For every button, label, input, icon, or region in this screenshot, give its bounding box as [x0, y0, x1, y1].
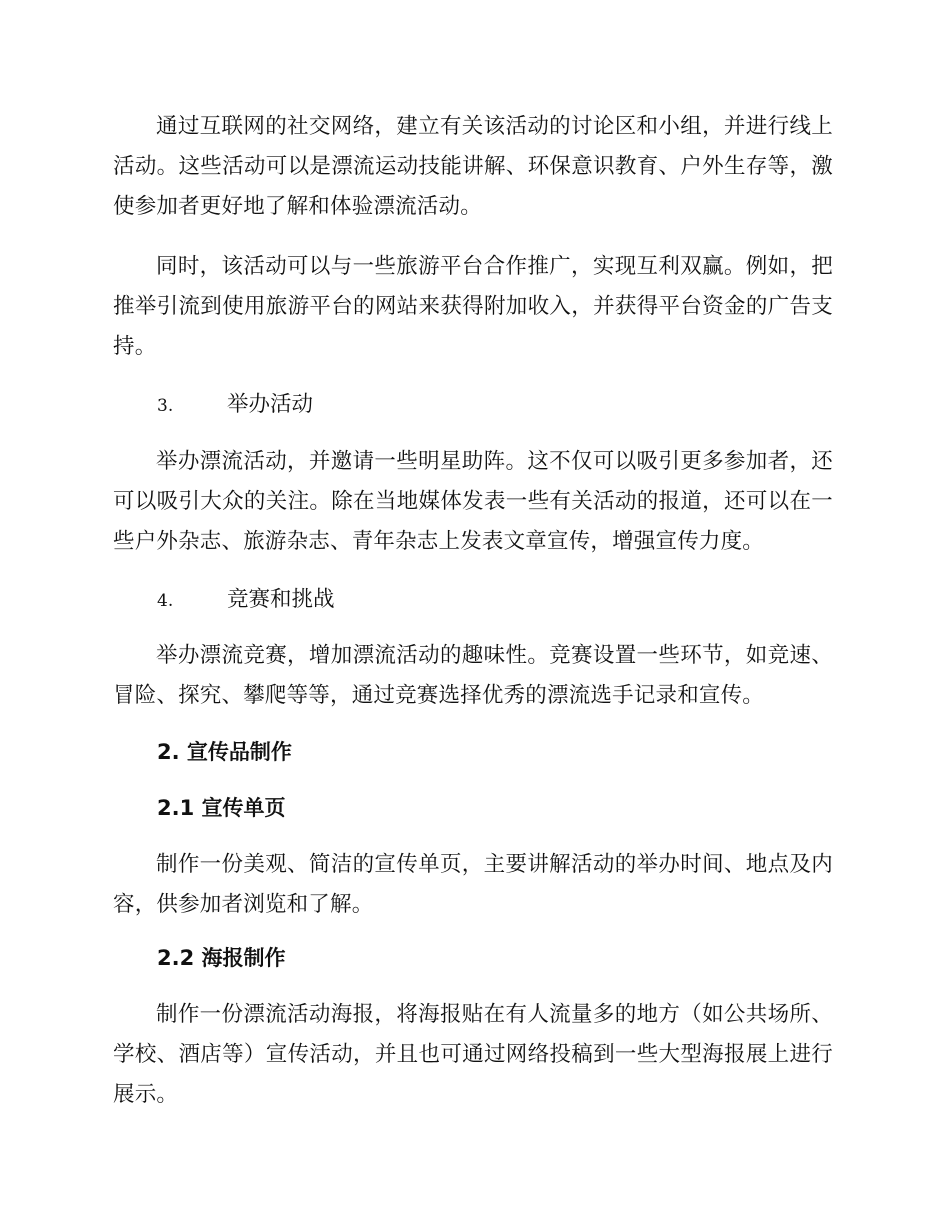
- list-item-hold-activity: [157, 385, 313, 426]
- list-item-number: 4.: [157, 591, 174, 611]
- list-item-number: 3.: [157, 396, 174, 416]
- paragraph-poster: 制作一份漂流活动海报，将海报贴在有人流量多的地方（如公共场所、学校、酒店等）宣传活动，并且也可通过网络投稿到一些大型海报展上进行展示。: [113, 1002, 833, 1107]
- heading-section-2-2: 2.2 海报制作: [157, 946, 286, 970]
- heading-section-2: 2. 宣传品制作: [157, 740, 292, 764]
- list-item-competition: [157, 580, 335, 621]
- paragraph-online-activities: 通过互联网的社交网络，建立有关该活动的讨论区和小组，并进行线上活动。这些活动可以是漂流运动技能讲解、环保意识教育、户外生存等，激使参加者更好地了解和体验漂流活动。: [113, 114, 833, 219]
- paragraph-competition: 举办漂流竞赛，增加漂流活动的趣味性。竞赛设置一些环节，如竞速、冒险、探究、攀爬等等，通过竞赛选择优秀的漂流选手记录和宣传。: [113, 643, 833, 708]
- heading-section-2-1: 2.1 宣传单页: [157, 796, 286, 820]
- paragraph-flyer: 制作一份美观、简洁的宣传单页，主要讲解活动的举办时间、地点及内容，供参加者浏览和了解。: [113, 852, 833, 917]
- list-item-title: 竞赛和挑战: [227, 587, 335, 612]
- paragraph-hold-activity: 举办漂流活动，并邀请一些明星助阵。这不仅可以吸引更多参加者，还可以吸引大众的关注。除在当地媒体发表一些有关活动的报道，还可以在一些户外杂志、旅游杂志、青年杂志上发表文章宣传，增强宣传力度。: [113, 449, 833, 554]
- paragraph-travel-platform: 同时，该活动可以与一些旅游平台合作推广，实现互利双赢。例如，把推举引流到使用旅游平台的网站来获得附加收入，并获得平台资金的广告支持。: [113, 254, 833, 359]
- list-item-title: 举办活动: [227, 392, 314, 417]
